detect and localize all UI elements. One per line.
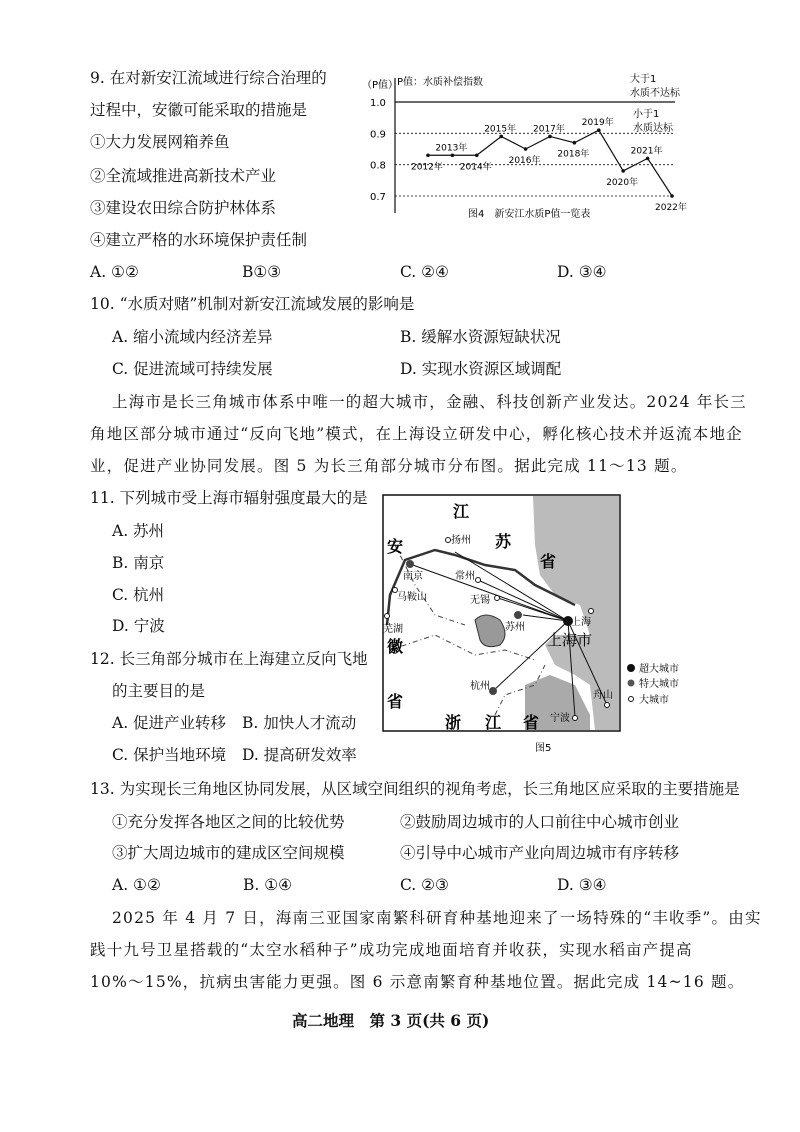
q13-option-b: B. ①④ [243, 876, 293, 894]
q11-option-d: D. 宁波 [112, 617, 165, 635]
legend-large-city: 大城市 [639, 695, 669, 706]
q10-option-a: A. 缩小流域内经济差异 [112, 328, 273, 346]
page-footer: 高二地理 第 3 页(共 6 页) [292, 1011, 490, 1030]
chart-title: 图4 新安江水质P值一览表 [468, 209, 591, 220]
y-axis-label: （P值） [362, 80, 399, 91]
data-point [621, 169, 625, 173]
data-point [597, 128, 601, 132]
q9-option-a: A. ①② [90, 263, 139, 281]
q9-stem: 过程中，安徽可能采取的措施是 [90, 101, 308, 119]
province-label: 浙 [445, 713, 462, 732]
province-label: 江 [453, 502, 470, 521]
q12-option-c: C. 保护当地环境 [112, 746, 227, 764]
province-label: 江 [485, 713, 502, 732]
city-label: 舟山 [593, 690, 613, 701]
data-point [475, 153, 479, 157]
above-note: 大于1 [630, 74, 657, 85]
q11-option-a: A. 苏州 [112, 522, 165, 540]
x-point-label: 2021年 [630, 146, 663, 157]
passage-line: 角地区部分城市通过“反向飞地”模式，在上海设立研发中心，孵化核心技术并返流本地企 [90, 425, 743, 443]
q13-item: ②鼓励周边城市的人口前往中心城市创业 [400, 813, 680, 831]
x-point-label: 2020年 [606, 177, 639, 188]
chart-note: P值：水质补偿指数 [397, 77, 484, 88]
q12-stem: 的主要目的是 [112, 682, 206, 700]
city-label: 无锡 [470, 595, 490, 606]
q12-option-b: B. 加快人才流动 [242, 714, 357, 732]
q11-stem: 11. 下列城市受上海市辐射强度最大的是 [90, 489, 368, 507]
q9-item: ②全流域推进高新技术产业 [90, 167, 277, 185]
x-point-label: 2016年 [508, 156, 541, 166]
q13-option-d: D. ③④ [557, 876, 607, 894]
q10-stem: 10. “水质对赌”机制对新安江流域发展的影响是 [90, 295, 415, 313]
x-point-label: 2013年 [435, 143, 468, 154]
q9-item: ①大力发展网箱养鱼 [90, 133, 230, 151]
q10-option-b: B. 缓解水资源短缺状况 [400, 328, 561, 346]
q11-option-b: B. 南京 [112, 554, 165, 572]
x-point-label: 2022年 [655, 203, 687, 213]
city-label: 杭州 [470, 681, 490, 692]
province-label: 徽 [387, 637, 404, 656]
province-label: 安 [387, 537, 404, 556]
q12-option-a: A. 促进产业转移 [112, 714, 227, 732]
q9-item: ③建设农田综合防护林体系 [90, 199, 277, 217]
q9-option-b: B①③ [242, 263, 282, 281]
data-point [524, 147, 528, 151]
data-point [548, 135, 552, 139]
q10-option-d: D. 实现水资源区域调配 [400, 360, 562, 378]
q9-option-c: C. ②④ [400, 263, 449, 281]
city-label: 芜湖 [383, 624, 403, 635]
q9-stem: 9. 在对新安江流域进行综合治理的 [90, 69, 327, 87]
passage-line: 上海市是长三角城市体系中唯一的超大城市，金融、科技创新产业发达。2024 年长三 [112, 393, 747, 411]
legend-megacity: 超大城市 [639, 664, 679, 675]
province-label: 省 [523, 713, 540, 732]
city-label: 上海市 [547, 631, 593, 649]
q13-item: ①充分发挥各地区之间的比较优势 [112, 813, 345, 831]
province-label: 省 [540, 552, 557, 571]
x-point-label: 2014年 [459, 162, 492, 173]
q11-option-c: C. 杭州 [112, 586, 165, 604]
q10-option-c: C. 促进流域可持续发展 [112, 360, 273, 378]
data-point [426, 153, 430, 157]
city-label: 宁波 [550, 713, 570, 724]
province-label: 苏 [495, 532, 512, 551]
city-label: 扬州 [451, 535, 471, 546]
below-note: 小于1 [633, 109, 660, 120]
city-label: 苏州 [505, 622, 525, 633]
below-note: 水质达标 [633, 123, 673, 134]
passage-line: 2025 年 4 月 7 日，海南三亚国家南繁科研育种基地迎来了一场特殊的“丰收季”。由实 [112, 909, 762, 927]
x-point-label: 2017年 [533, 124, 565, 135]
y-tick-label: 0.9 [370, 129, 386, 141]
y-tick-label: 1.0 [370, 98, 386, 109]
data-point [573, 141, 577, 145]
q13-option-c: C. ②③ [400, 876, 449, 894]
figure4-line-chart [360, 70, 700, 230]
legend-extra-large-city: 特大城市 [639, 679, 679, 690]
passage-line: 10%～15%，抗病虫害能力更强。图 6 示意南繁育种基地位置。据此完成 14~16 题。 [90, 973, 745, 991]
x-point-label: 2019年 [581, 118, 614, 129]
q12-option-d: D. 提高研发效率 [242, 746, 357, 764]
x-point-label: 2018年 [557, 149, 590, 160]
passage-line: 践十九号卫星搭载的“太空水稻种子”成功完成地面培育并收获，实现水稻亩产提高 [90, 941, 693, 959]
q13-item: ④引导中心城市产业向周边城市有序转移 [400, 844, 680, 862]
q13-option-a: A. ①② [112, 876, 161, 894]
y-tick-label: 0.7 [370, 192, 386, 203]
city-label: 南京 [403, 571, 423, 582]
map-caption: 图5 [535, 743, 552, 754]
q13-item: ③扩大周边城市的建成区空间规模 [112, 844, 345, 862]
q13-stem: 13. 为实现长三角地区协同发展，从区域空间组织的视角考虑，长三角地区应采取的主要措施是 [90, 780, 740, 798]
data-point [670, 194, 674, 198]
q12-stem: 12. 长三角部分城市在上海建立反向飞地 [90, 650, 368, 668]
q9-option-d: D. ③④ [557, 263, 607, 281]
q9-item: ④建立严格的水环境保护责任制 [90, 231, 308, 249]
data-point [499, 135, 503, 139]
passage-line: 业，促进产业协同发展。图 5 为长三角部分城市分布图。据此完成 11～13 题。 [90, 457, 688, 475]
above-note: 水质不达标 [630, 88, 680, 99]
x-point-label: 2012年 [411, 162, 443, 173]
data-point [451, 153, 455, 157]
x-point-label: 2015年 [484, 124, 517, 135]
province-label: 省 [387, 692, 404, 711]
city-label: 上海 [571, 617, 591, 628]
city-label: 常州 [455, 571, 475, 582]
data-point [646, 157, 650, 161]
figure5-map [375, 485, 715, 765]
y-tick-label: 0.8 [370, 160, 386, 172]
city-label: 马鞍山 [397, 592, 427, 603]
